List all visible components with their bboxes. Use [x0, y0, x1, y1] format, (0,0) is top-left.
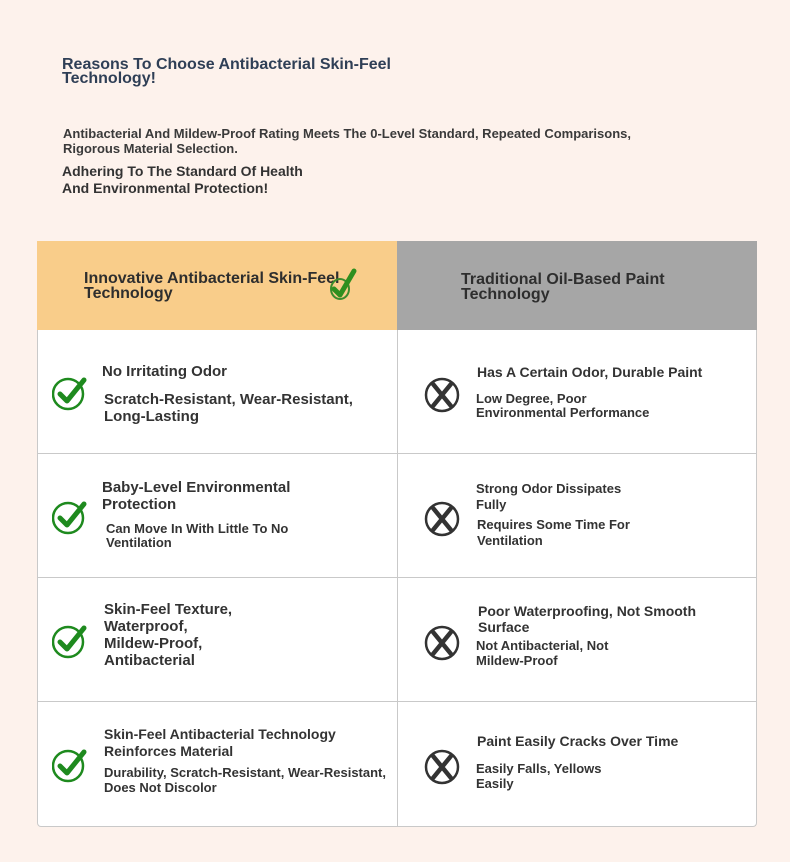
- comparison-row: [38, 578, 756, 702]
- innovative-cell: [38, 578, 397, 701]
- check-circle-icon: [52, 747, 88, 783]
- innovative-primary: Baby-Level Environmental Protection: [102, 479, 291, 513]
- comparison-row: [38, 702, 756, 827]
- innovative-secondary: Durability, Scratch-Resistant, Wear-Resistant, Does Not Discolor: [104, 765, 386, 795]
- brush-check-icon: [328, 267, 358, 303]
- check-circle-icon: [52, 623, 88, 659]
- cross-circle-icon: [424, 625, 460, 661]
- check-circle-icon: [52, 375, 88, 411]
- traditional-secondary: Easily Falls, Yellows Easily: [476, 761, 602, 791]
- traditional-cell: [398, 578, 756, 701]
- cross-circle-icon: [424, 749, 460, 785]
- header-innovative: [37, 241, 397, 330]
- comparison-row: [38, 454, 756, 578]
- innovative-cell: [38, 702, 397, 827]
- innovative-secondary: Can Move In With Little To No Ventilation: [106, 521, 289, 550]
- traditional-primary: Poor Waterproofing, Not Smooth Surface: [478, 603, 697, 635]
- innovative-primary: No Irritating Odor: [102, 363, 227, 380]
- header-innovative-label: Innovative Antibacterial Skin-Feel Technology: [84, 270, 340, 302]
- traditional-cell: [398, 454, 756, 577]
- traditional-primary: Strong Odor Dissipates Fully: [476, 481, 622, 512]
- innovative-primary: Skin-Feel Antibacterial Technology Reinforces Material: [104, 726, 336, 759]
- traditional-primary: Paint Easily Cracks Over Time: [477, 733, 679, 749]
- traditional-secondary: Low Degree, Poor Environmental Performance: [476, 391, 650, 420]
- header-traditional-label: Traditional Oil-Based Paint Technology: [461, 271, 665, 303]
- traditional-secondary: Requires Some Time For Ventilation: [477, 517, 630, 548]
- intro-text: Antibacterial And Mildew-Proof Rating Meets The 0-Level Standard, Repeated Comparisons, Rigorous Material Selection.: [63, 126, 632, 156]
- check-circle-icon: [52, 499, 88, 535]
- traditional-secondary: Not Antibacterial, Not Mildew-Proof: [476, 638, 609, 668]
- innovative-cell: [38, 454, 397, 577]
- intro-subtext: Adhering To The Standard Of Health And Environmental Protection!: [62, 163, 303, 196]
- innovative-primary: Skin-Feel Texture, Waterproof, Mildew-Proof, Antibacterial: [104, 601, 233, 669]
- comparison-table: [37, 241, 757, 827]
- cross-circle-icon: [424, 501, 460, 537]
- innovative-secondary: Scratch-Resistant, Wear-Resistant, Long-Lasting: [104, 391, 353, 425]
- cross-circle-icon: [424, 377, 460, 413]
- traditional-cell: [398, 330, 756, 453]
- traditional-cell: [398, 702, 756, 827]
- intro-title: Reasons To Choose Antibacterial Skin-Feel Technology!: [62, 56, 391, 87]
- innovative-cell: [38, 330, 397, 453]
- comparison-body: [37, 330, 757, 827]
- comparison-row: [38, 330, 756, 454]
- header-traditional: [397, 241, 757, 330]
- traditional-primary: Has A Certain Odor, Durable Paint: [477, 364, 703, 380]
